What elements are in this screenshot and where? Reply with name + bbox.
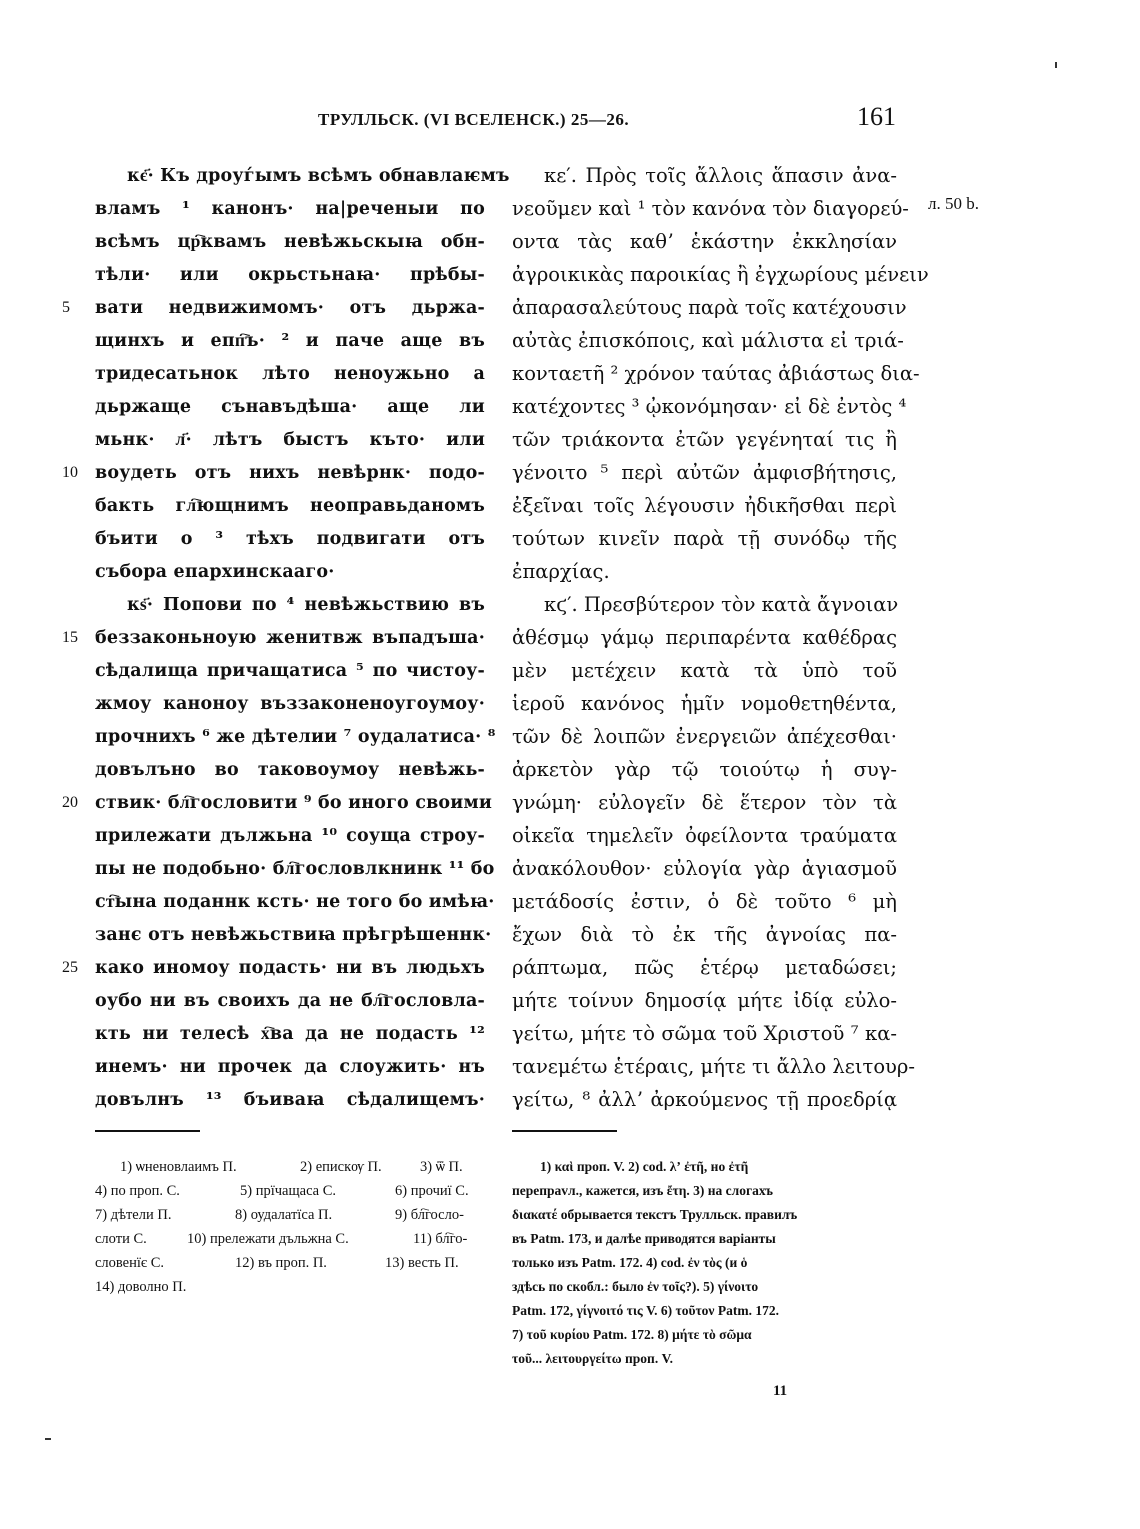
footnote-line: διακατέ обрывается текстъ Трулльск. правилъ (512, 1207, 798, 1222)
footnote: 4) по проп. С. (95, 1183, 180, 1199)
footnote: словенїє С. (95, 1255, 165, 1271)
slavonic-line: како иномоу подасть· ни въ людьхъ (95, 958, 485, 978)
slavonic-line: пы не подобьно· бл҇гословлкнинк ¹¹ бо (95, 859, 495, 879)
greek-line: ἀνακόλουθον· εὐλογία γὰρ ἁγιασμοῦ (512, 857, 897, 880)
greek-line: οἰκεῖα τημελεῖν ὀφείλοντα τραύματα (512, 824, 897, 847)
footnote: 12) въ проп. П. (235, 1255, 327, 1271)
scan-speck (1055, 62, 1057, 68)
slavonic-line: кть ни телесѣ х҇ва да не подасть ¹² (95, 1024, 485, 1044)
greek-line: αὐτὰς ἐπισκόποις, καὶ μάλιστα εἰ τριά- (512, 329, 904, 352)
slavonic-line: вати недвижимомъ· отъ дьржа- (95, 298, 485, 318)
line-number: 5 (62, 299, 70, 316)
slavonic-line: жмоу каноноу въззаконеноугоумоу· (95, 694, 485, 714)
footnote-line: 1) καὶ проп. V. 2) cod. λʼ ἐτῆ, но ἐτῆ (540, 1159, 749, 1174)
line-number: 15 (62, 629, 78, 646)
slavonic-line: ст҇ына поданнк ксть· не того бо имѣꙗ· (95, 892, 495, 912)
slavonic-line: бакть гл҇ющнимъ неоправьданомъ (95, 496, 485, 516)
footnote-rule-left (95, 1130, 200, 1132)
slavonic-line: воудеть отъ нихъ невѣрнк· подо- (95, 463, 485, 483)
footnote-line: 7) τοῦ κυρίου Patm. 172. 8) μήτε τὸ σῶμα (512, 1327, 752, 1342)
slavonic-line: тридесатьнок лѣто неноужьно а (95, 364, 485, 384)
greek-line: ἱεροῦ κανόνος ἡμῖν νομοθετηθέντα, (512, 692, 897, 715)
slavonic-line: прочнихъ ⁶ же дѣтелии ⁷ оудалатиса· ⁸ (95, 727, 496, 747)
slavonic-line: прилежати дължьна ¹⁰ соуща строу- (95, 826, 485, 846)
greek-line: ἐξεῖναι τοῖς λέγουσιν ἠδικῆσθαι περὶ (512, 494, 897, 517)
footnote-line (95, 1275, 485, 1299)
greek-line: μὲν μετέχειν κατὰ τὰ ὑπὸ τοῦ (512, 659, 897, 682)
footnote: слоти С. (95, 1231, 147, 1247)
slavonic-line: кѕ҃· Попови по ⁴ невѣжьствию въ (127, 595, 485, 615)
footnote: 11) бл҇го- (413, 1231, 468, 1247)
slavonic-line: дьржаще сънавъдѣша· аще ли (95, 397, 485, 417)
slavonic-line: сѣдалища причащатиса ⁵ по чистоу- (95, 661, 485, 681)
footnote-line: Patm. 172, γίγνοιτό τις V. 6) τοῦτον Patm. 172. (512, 1303, 779, 1318)
line-number: 20 (62, 794, 78, 811)
greek-line: ἔχων διὰ τὸ ἐκ τῆς ἀγνοίας πα- (512, 923, 897, 946)
footnote-line (95, 1227, 485, 1251)
folio-margin-note: л. 50 b. (928, 194, 979, 213)
line-number: 10 (62, 464, 78, 481)
footnote: 7) дѣтели П. (95, 1207, 172, 1223)
slavonic-line: беззаконьноую женитвж въпадъша· (95, 628, 485, 648)
greek-line: γείτω, ⁸ ἀλλʼ ἀρκούμενος τῇ προεδρίᾳ (512, 1088, 897, 1111)
footnote: 9) бл҇госло- (395, 1207, 464, 1223)
slavonic-line: довълъно во таковоумоу невѣжь- (95, 760, 485, 780)
footnote-line (95, 1155, 485, 1179)
footnote: 3) ѿ П. (420, 1159, 463, 1175)
greek-line: νεοῦμεν καὶ ¹ τὸν κανόνα τὸν διαγορεύ- (512, 197, 909, 220)
slavonic-line: кє҃· Къ дроуѓымъ всѣмъ обнавлаѥмъ (127, 166, 510, 186)
greek-line: γνώμη· εὐλογεῖν δὲ ἕτερον τὸν τὰ (512, 791, 897, 814)
slavonic-line: тѣли· или окрьстьнаꙗ· прѣбы- (95, 265, 485, 285)
greek-line: κϛ′. Πρεσβύτερον τὸν κατὰ ἄγνοιαν (544, 593, 899, 616)
greek-line: ἀρκετὸν γὰρ τῷ τοιούτῳ ἡ συγ- (512, 758, 897, 781)
footnote-line: только изъ Patm. 172. 4) cod. ἐν τὸς (и ὁ (512, 1255, 748, 1270)
footnote-line (95, 1251, 485, 1275)
footnote-line: въ Patm. 173, и далѣе приводятся варіанты (512, 1231, 776, 1246)
footnote: 2) епискѹ П. (300, 1159, 382, 1175)
greek-line: μήτε τοίνυν δημοσίᾳ μήτε ἰδίᾳ εὐλο- (512, 989, 897, 1012)
slavonic-line: ствик· бл҇гословити ⁹ бо иного своими (95, 793, 493, 813)
greek-line: κε′. Πρὸς τοῖς ἄλλοις ἅπασιν ἀνα- (544, 164, 897, 187)
slavonic-line: всѣмъ цр҇квамъ невѣжьскыꙗ обн- (95, 232, 485, 252)
greek-line: τανεμέτω ἑτέραις, μήτε τι ἄλλο λειτουρ- (512, 1055, 915, 1078)
footnote: 8) оудалатїса П. (235, 1207, 333, 1223)
running-header: ТРУЛЛЬСК. (VI ВСЕЛЕНСК.) 25—26. (318, 110, 630, 129)
slavonic-line: бъити о ³ тѣхъ подвигати отъ (95, 529, 485, 549)
footnote-line: перепрavл., кажется, изъ ἔτη. 3) на слогахъ (512, 1183, 773, 1198)
footnote-line: здѣсь по скобл.: было ἐν τοῖς?). 5) γίνοιτο (512, 1279, 759, 1294)
footnote-line (95, 1179, 485, 1203)
greek-line: κατέχοντες ³ ᾠκονόμησαν· εἰ δὲ ἐντὸς ⁴ (512, 395, 907, 418)
greek-line: τῶν δὲ λοιπῶν ἐνεργειῶν ἀπέχεσθαι· (512, 725, 897, 748)
footnote: 13) весть П. (385, 1255, 459, 1271)
slavonic-line: събора епархинскааго· (95, 562, 335, 582)
slavonic-line: занє отъ невѣжьствиꙗ прѣгрѣшеннк· (95, 925, 492, 945)
slavonic-line: мьнк· л҃· лѣтъ быстъ къто· или (95, 430, 485, 450)
greek-line: γείτω, μήτε τὸ σῶμα τοῦ Χριστοῦ ⁷ κα- (512, 1022, 897, 1045)
footnote-rule-right (512, 1130, 617, 1132)
greek-line: οντα τὰς καθʼ ἑκάστην ἐκκλησίαν (512, 230, 897, 253)
footnote: 5) прїчащаса С. (240, 1183, 337, 1199)
greek-line: κονταετῆ ² χρόνον ταύτας ἀβιάστως δια- (512, 362, 920, 385)
printer-signature: 11 (773, 1383, 788, 1399)
greek-line: τούτων κινεῖν παρὰ τῇ συνόδῳ τῆς (512, 527, 897, 550)
slavonic-line: вламъ ¹ канонъ· на|реченыи по (95, 199, 485, 219)
greek-line: ράπτωμα, πῶς ἑτέρῳ μεταδώσει; (512, 956, 897, 979)
greek-line: ἀγροικικὰς παροικίας ἢ ἐγχωρίους μένειν (512, 263, 929, 286)
greek-line: γένοιτο ⁵ περὶ αὐτῶν ἀμφισβήτησις, (512, 461, 897, 484)
greek-line: ἀθέσμῳ γάμῳ περιπαρέντα καθέδρας (512, 626, 897, 649)
footnote-line: τοῦ... λειτουργείτω проп. V. (512, 1351, 673, 1366)
scan-speck (45, 1438, 51, 1440)
page-number: 161 (857, 102, 896, 131)
footnote: 14) доволно П. (95, 1279, 187, 1295)
slavonic-line: оубо ни въ своихъ да не бл҇гословла- (95, 991, 485, 1011)
greek-line: μετάδοσίς ἐστιν, ὁ δὲ τοῦτο ⁶ μὴ (512, 890, 897, 913)
slavonic-line: щинхъ и епп҇ъ· ² и паче аще въ (95, 331, 485, 351)
greek-line: τῶν τριάκοντα ἐτῶν γεγένηταί τις ἢ (512, 428, 897, 451)
footnote: 6) прочиї С. (395, 1183, 469, 1199)
slavonic-line: инемъ· ни прочек да слоужить· нъ (95, 1057, 485, 1077)
line-number: 25 (62, 959, 78, 976)
footnote-line (95, 1203, 485, 1227)
footnote: 1) ѡненовлаимъ П. (120, 1159, 237, 1175)
greek-line: ἐπαρχίας. (512, 560, 610, 583)
greek-line: ἀπαρασαλεύτους παρὰ τοῖς κατέχουσιν (512, 296, 907, 319)
slavonic-line: довълнъ ¹³ бъиваꙗ сѣдалищемъ· (95, 1090, 485, 1110)
footnote: 10) прележати дъльжна С. (187, 1231, 349, 1247)
